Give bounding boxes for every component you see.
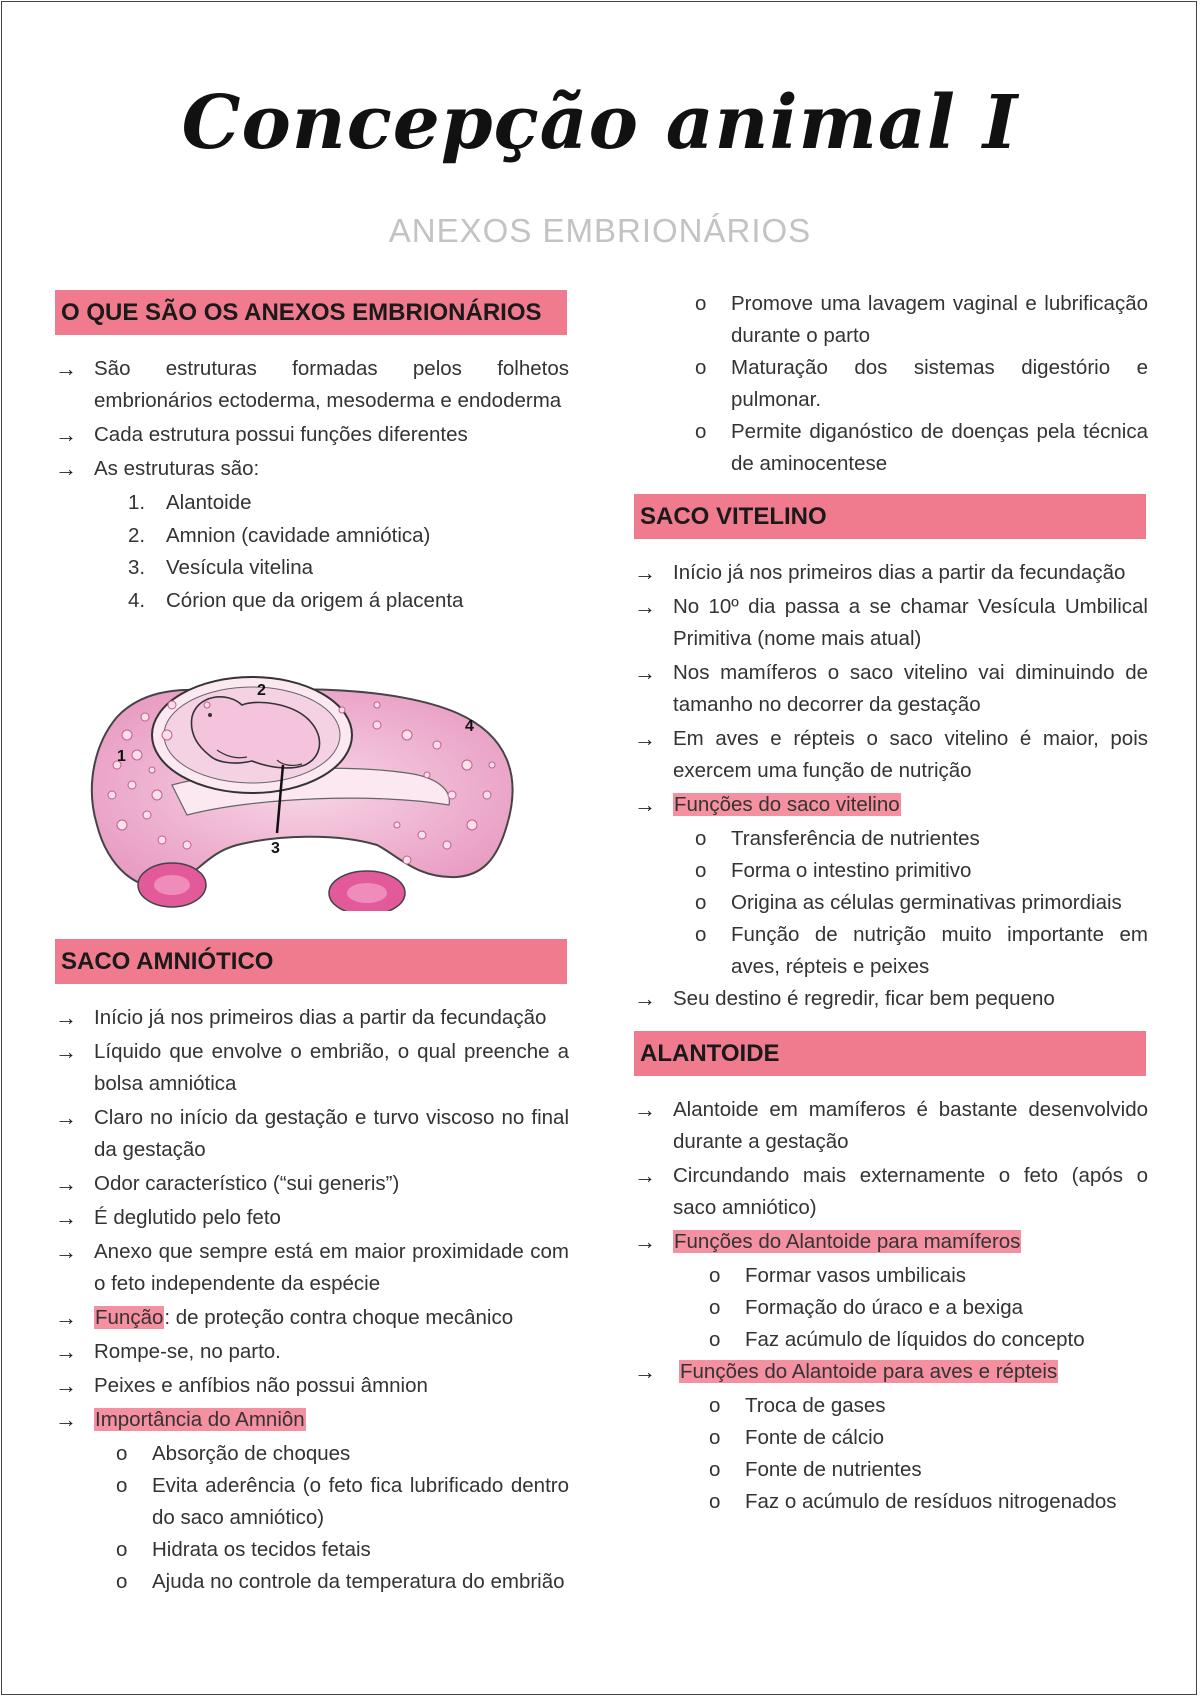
list-item: → É deglutido pelo feto — [55, 1202, 569, 1234]
arrow-icon: → — [55, 1373, 77, 1398]
list-item: → Em aves e répteis o saco vitelino é maior, pois exercem uma função de nutrição — [634, 723, 1148, 787]
arrow-icon: → — [634, 986, 656, 1011]
label-4: 4 — [465, 718, 474, 735]
numbered-item: 3. Vesícula vitelina — [128, 556, 314, 579]
embryo-annexes-drawing — [77, 665, 545, 911]
page-title: Concepção animal I — [181, 80, 1019, 166]
list-item: → Nos mamíferos o saco vitelino vai diminuindo de tamanho no decorrer da gestação — [634, 657, 1148, 721]
arrow-icon: → — [55, 1171, 77, 1196]
arrow-icon: → — [634, 792, 656, 817]
sub-item: o Absorção de choques — [55, 1438, 569, 1470]
sub-item: o Evita aderência (o feto fica lubrificado dentro do saco amniótico) — [55, 1470, 569, 1534]
bullet-icon: o — [695, 356, 707, 379]
list-item: → Anexo que sempre está em maior proximidade com o feto independente da espécie — [55, 1236, 569, 1300]
list-item: → No 10º dia passa a se chamar Vesícula Umbilical Primitiva (nome mais atual) — [634, 591, 1148, 655]
bullet-icon: o — [695, 827, 707, 850]
list-item: → Rompe-se, no parto. — [55, 1336, 569, 1368]
list-item: → As estruturas são: — [55, 453, 569, 485]
sub-item: o Faz o acúmulo de resíduos nitrogenados — [634, 1486, 1148, 1518]
list-item — [634, 789, 1148, 821]
arrow-icon: → — [55, 456, 77, 481]
list-item: → Seu destino é regredir, ficar bem pequeno — [634, 983, 1148, 1015]
right-column — [634, 288, 1148, 1518]
bullet-icon: o — [709, 1328, 721, 1351]
arrow-icon: → — [55, 1039, 77, 1064]
sub-item: o Origina as células germinativas primordiais — [634, 887, 1148, 919]
bullet-icon: o — [709, 1490, 721, 1513]
arrow-icon: → — [55, 1339, 77, 1364]
sub-item: o Formar vasos umbilicais — [634, 1260, 1148, 1292]
arrow-icon: → — [55, 356, 77, 381]
arrow-icon: → — [634, 660, 656, 685]
arrow-icon: → — [55, 1407, 77, 1432]
section-heading-alantoide: ALANTOIDE — [634, 1031, 1146, 1076]
sub-item: o Fonte de cálcio — [634, 1422, 1148, 1454]
arrow-icon: → — [55, 1105, 77, 1130]
sub-item: o Transferência de nutrientes — [634, 823, 1148, 855]
sub-item: o Fonte de nutrientes — [634, 1454, 1148, 1486]
page-subtitle: ANEXOS EMBRIONÁRIOS — [388, 212, 812, 249]
bullet-icon: o — [709, 1296, 721, 1319]
highlight: Função — [95, 1306, 164, 1329]
arrow-icon: → — [55, 1239, 77, 1264]
bullet-icon: o — [709, 1458, 721, 1481]
bullet-icon: o — [116, 1442, 128, 1465]
sub-item: o Forma o intestino primitivo — [634, 855, 1148, 887]
arrow-icon: → — [634, 1229, 656, 1254]
section-heading-saco-vitelino: SACO VITELINO — [634, 494, 1146, 539]
bullet-icon: o — [116, 1570, 128, 1593]
bullet-icon: o — [116, 1538, 128, 1561]
section-heading-saco-amniotico: SACO AMNIÓTICO — [55, 939, 567, 984]
arrow-icon: → — [634, 726, 656, 751]
list-item — [55, 1404, 569, 1436]
section-heading-anexos: O QUE SÃO OS ANEXOS EMBRIONÁRIOS — [55, 290, 567, 335]
bullet-icon: o — [695, 923, 707, 946]
bullet-icon: o — [709, 1426, 721, 1449]
numbered-item: 1. Alantoide — [128, 491, 252, 514]
label-1: 1 — [117, 748, 126, 765]
bullet-icon: o — [695, 292, 707, 315]
left-column — [55, 290, 569, 1598]
list-item: → Início já nos primeiros dias a partir da fecundação — [634, 557, 1148, 589]
bullet-icon: o — [709, 1264, 721, 1287]
numbered-item: 4. Córion que da origem á placenta — [128, 588, 464, 612]
list-item: → Alantoide em mamíferos é bastante desenvolvido durante a gestação — [634, 1094, 1148, 1158]
label-2: 2 — [257, 682, 266, 699]
list-item: → São estruturas formadas pelos folhetos embrionários ectoderma, mesoderma e endoderma — [55, 353, 569, 417]
highlight: Funções do saco vitelino — [674, 793, 900, 816]
list-item: → Função: de proteção contra choque mecânico — [55, 1302, 569, 1334]
sub-item: o Promove uma lavagem vaginal e lubrificação durante o parto — [634, 288, 1148, 352]
bullet-icon: o — [695, 859, 707, 882]
list-item: → Claro no início da gestação e turvo viscoso no final da gestação — [55, 1102, 569, 1166]
arrow-icon: → — [55, 1205, 77, 1230]
arrow-icon: → — [634, 594, 656, 619]
sub-item: o Função de nutrição muito importante em aves, répteis e peixes — [634, 919, 1148, 983]
arrow-icon: → — [634, 1097, 656, 1122]
arrow-icon: → — [55, 1005, 77, 1030]
arrow-icon: → — [634, 560, 656, 585]
label-3: 3 — [271, 840, 280, 857]
list-item: → Peixes e anfíbios não possui âmnion — [55, 1370, 569, 1402]
sub-item: o Formação do úraco e a bexiga — [634, 1292, 1148, 1324]
bullet-icon: o — [695, 891, 707, 914]
arrow-icon: → — [55, 1305, 77, 1330]
sub-item: o Permite diganóstico de doenças pela técnica de aminocentese — [634, 416, 1148, 480]
sub-item: o Maturação dos sistemas digestório e pulmonar. — [634, 352, 1148, 416]
embryo-illustration — [77, 665, 545, 911]
arrow-icon: → — [634, 1163, 656, 1188]
bullet-icon: o — [709, 1394, 721, 1417]
sub-item: o Troca de gases — [634, 1390, 1148, 1422]
sub-item: o Ajuda no controle da temperatura do embrião — [55, 1566, 569, 1598]
bullet-icon: o — [695, 420, 707, 443]
list-item — [634, 1226, 1148, 1258]
highlight: Funções do Alantoide para aves e répteis — [680, 1360, 1058, 1383]
sub-item: o Hidrata os tecidos fetais — [55, 1534, 569, 1566]
list-item: → Cada estrutura possui funções diferentes — [55, 419, 569, 451]
numbered-item: 2. Amnion (cavidade amniótica) — [128, 523, 431, 547]
sub-item: o Faz acúmulo de líquidos do concepto — [634, 1324, 1148, 1356]
list-item: → Circundando mais externamente o feto (após o saco amniótico) — [634, 1160, 1148, 1224]
list-item — [634, 1356, 1148, 1388]
arrow-icon: → — [55, 422, 77, 447]
highlight: Funções do Alantoide para mamíferos — [674, 1230, 1021, 1253]
list-item: → Início já nos primeiros dias a partir da fecundação — [55, 1002, 569, 1034]
list-item: → Odor característico (“sui generis”) — [55, 1168, 569, 1200]
highlight: Importância do Amniôn — [95, 1408, 305, 1431]
list-item: → Líquido que envolve o embrião, o qual preenche a bolsa amniótica — [55, 1036, 569, 1100]
bullet-icon: o — [116, 1474, 128, 1497]
arrow-icon: → — [634, 1359, 656, 1384]
